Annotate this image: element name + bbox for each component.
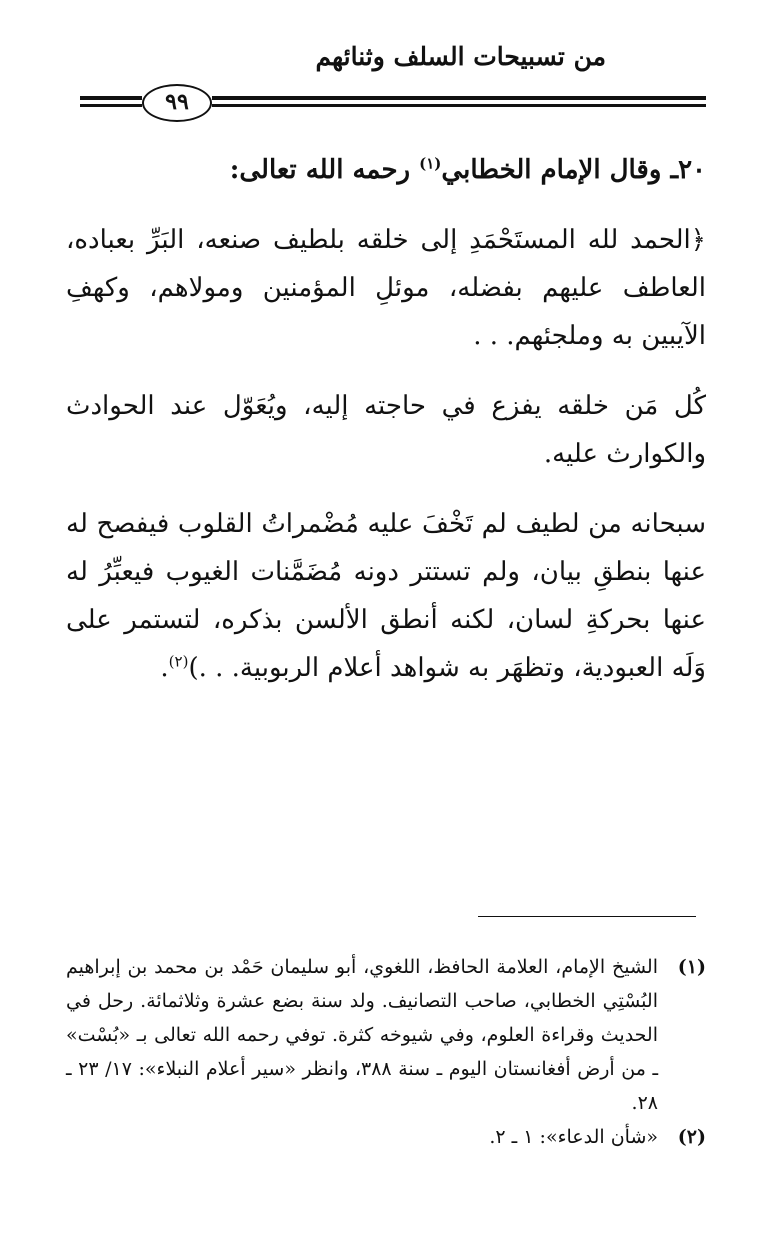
footnote-1 xyxy=(66,950,706,1120)
header-rule-left xyxy=(80,96,142,107)
footnote-1-marker: (١) xyxy=(677,956,706,978)
header-rule-right xyxy=(212,96,706,107)
paragraph-3-tail: . xyxy=(160,653,169,683)
paragraph-3 xyxy=(66,500,706,692)
entry-heading-tail: رحمه الله تعالى: xyxy=(229,155,420,185)
page-number: ٩٩ xyxy=(142,84,212,122)
footnote-2-marker: (٢) xyxy=(677,1126,706,1148)
footnote-ref-2: (٢) xyxy=(168,652,189,671)
running-title: من تسبيحات السلف وثنائهم xyxy=(315,42,606,71)
paragraph-3-text: سبحانه من لطيف لم تَخْفَ عليه مُضْمراتُ القلوب فيفصح له عنها بنطقِ بيان، ولم تستتر دونه مُضَمَّنات الغيوب فيعبِّرُ له عنها بحركةِ لسان، لكنه أنطق الألسن بذكره، لتستمر على وَلَه العبودية، وتظهَر به شواهد أعلام الربوبية. . .) xyxy=(66,509,706,683)
entry-heading xyxy=(66,146,706,194)
footnote-ref-1: (١) xyxy=(419,154,442,173)
footnote-2-text: «شأن الدعاء»: ١ ـ ٢. xyxy=(489,1126,658,1148)
paragraph-1: ﴿الحمد لله المستَحْمَدِ إلى خلقه بلطيف صنعه، البَرِّ بعباده، العاطف عليهم بفضله، موئلِ المؤمنين ومولاهم، وكهفِ الآيبين به وملجئهم. . . xyxy=(66,225,706,351)
footnote-2 xyxy=(66,1120,706,1154)
entry-heading-text: ٢٠ـ وقال الإمام الخطابي xyxy=(441,155,706,185)
paragraph-2: كُل مَن خلقه يفزع في حاجته إليه، ويُعَوّل عند الحوادث والكوارث عليه. xyxy=(66,391,706,469)
footnote-separator xyxy=(478,916,696,917)
footnotes xyxy=(66,950,706,1154)
main-text xyxy=(66,146,706,714)
footnote-1-text: الشيخ الإمام، العلامة الحافظ، اللغوي، أبو سليمان حَمْد بن محمد بن إبراهيم البُسْتِي الخطابي، صاحب التصانيف. ولد سنة بضع عشرة وثلاثمائة. رحل في الحديث وقراءة العلوم، وفي شيوخه كثرة. توفي رحمه الله تعالى بـ «بُسْت» ـ من أرض أفغانستان اليوم ـ سنة ٣٨٨، وانظر «سير أعلام النبلاء»: ١٧/ ٢٣ ـ ٢٨. xyxy=(66,956,659,1114)
